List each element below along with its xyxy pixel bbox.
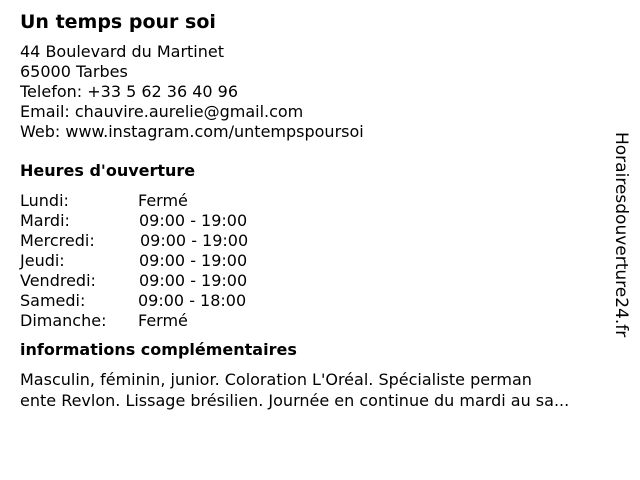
- hours-row-saturday: [20, 291, 620, 311]
- day-hours: 09:00 - 19:00: [139, 251, 248, 270]
- day-hours: 09:00 - 18:00: [138, 291, 247, 310]
- site-watermark: Horairesdouverture24.fr: [611, 132, 631, 338]
- hours-row-friday: [20, 271, 620, 291]
- business-name: Un temps pour soi: [20, 11, 216, 33]
- hours-row-tuesday: [20, 211, 620, 231]
- website-url: Web: www.instagram.com/untempspoursoi: [20, 122, 364, 141]
- hours-row-sunday: [20, 311, 620, 331]
- address-city: 65000 Tarbes: [20, 62, 128, 81]
- phone-number: Telefon: +33 5 62 36 40 96: [20, 82, 239, 101]
- day-hours: 09:00 - 19:00: [140, 231, 249, 250]
- opening-hours-heading: Heures d'ouverture: [20, 161, 196, 180]
- additional-info-line: Masculin, féminin, junior. Coloration L'Oréal. Spécialiste perman: [20, 370, 532, 389]
- address-street: 44 Boulevard du Martinet: [20, 42, 224, 61]
- day-label: Lundi:: [20, 191, 69, 210]
- day-label: Vendredi:: [20, 271, 96, 290]
- additional-info-heading: informations complémentaires: [20, 340, 297, 359]
- day-label: Dimanche:: [20, 311, 107, 330]
- email-address: Email: chauvire.aurelie@gmail.com: [20, 102, 304, 121]
- day-label: Jeudi:: [20, 251, 65, 270]
- additional-info-line: ente Revlon. Lissage brésilien. Journée en continue du mardi au sa...: [20, 391, 570, 410]
- day-label: Mardi:: [20, 211, 70, 230]
- day-label: Samedi:: [20, 291, 86, 310]
- hours-row-wednesday: [20, 231, 620, 251]
- day-hours: 09:00 - 19:00: [139, 271, 248, 290]
- business-card: [20, 10, 620, 411]
- hours-row-monday: [20, 191, 620, 211]
- hours-row-thursday: [20, 251, 620, 271]
- day-hours: Fermé: [138, 311, 188, 330]
- day-hours: Fermé: [138, 191, 188, 210]
- day-hours: 09:00 - 19:00: [139, 211, 248, 230]
- additional-info-text: [20, 369, 625, 411]
- day-label: Mercredi:: [20, 231, 95, 250]
- opening-hours-table: [20, 191, 620, 331]
